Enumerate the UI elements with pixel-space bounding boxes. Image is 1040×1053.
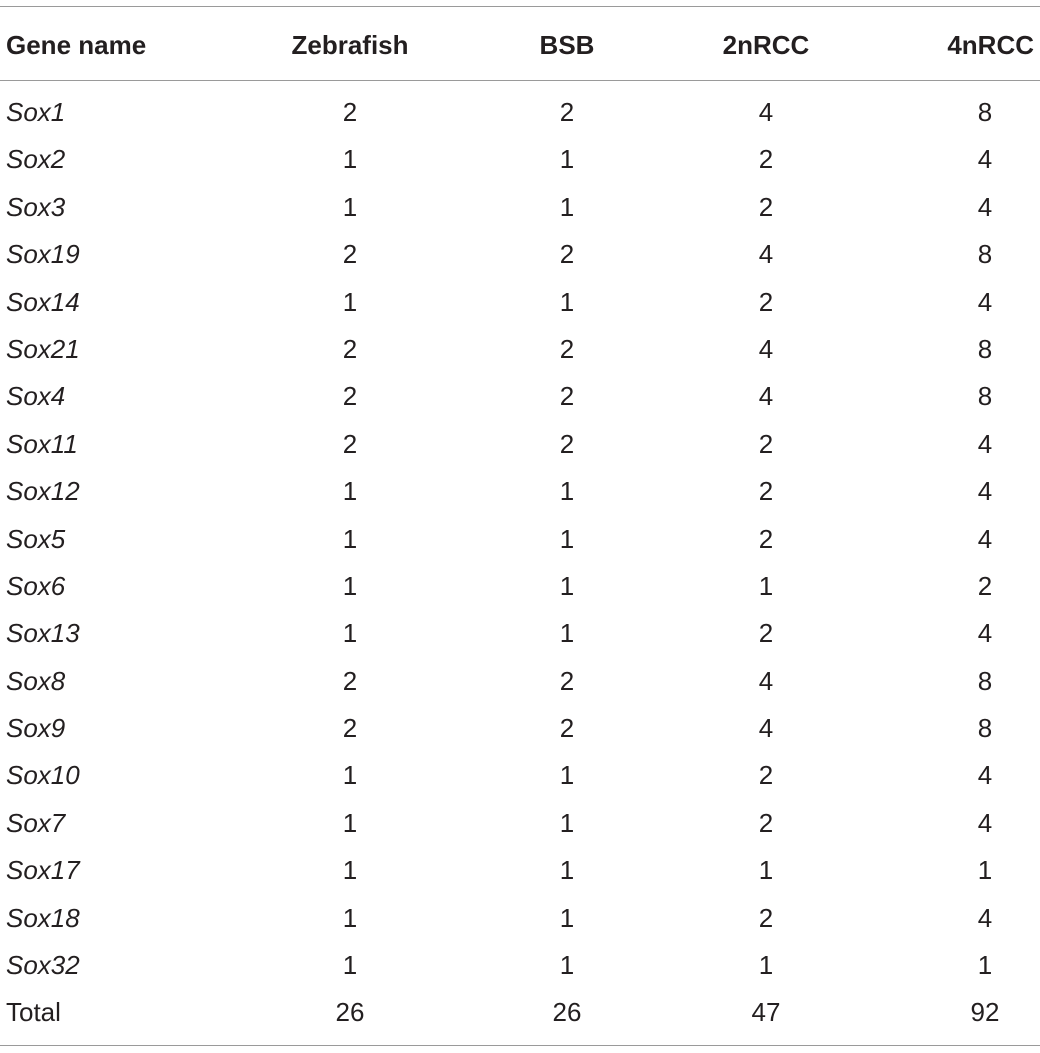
zebrafish-count-cell: 1 — [342, 855, 358, 886]
header-4nrcc: 4nRCC — [947, 30, 1034, 60]
4nrcc-count-cell: 8 — [977, 239, 993, 270]
gene-name-cell: Sox13 — [6, 618, 80, 649]
gene-name-cell: Sox7 — [6, 807, 66, 838]
gene-name-cell: Sox18 — [6, 902, 80, 933]
bsb-count-cell: 1 — [559, 618, 575, 649]
2nrcc-count-cell: 4 — [758, 239, 774, 270]
4nrcc-count-cell: 8 — [977, 665, 993, 696]
bsb-count-cell: 1 — [559, 286, 575, 317]
table-row — [0, 934, 1040, 981]
gene-name-cell: Sox11 — [6, 428, 78, 459]
table-row — [0, 365, 1040, 412]
4nrcc-count-cell: 4 — [977, 807, 993, 838]
gene-name-cell: Sox8 — [6, 665, 66, 696]
gene-name-cell: Sox4 — [6, 381, 66, 412]
bsb-count-cell: 1 — [559, 191, 575, 222]
4nrcc-count-cell: 4 — [977, 902, 993, 933]
table-row — [0, 792, 1040, 839]
bsb-count-cell: 1 — [559, 902, 575, 933]
bsb-count-cell: 1 — [559, 950, 575, 981]
table-row — [0, 602, 1040, 649]
bsb-count-cell: 2 — [559, 381, 575, 412]
bsb-count-cell: 2 — [559, 713, 575, 744]
table-header-row — [0, 6, 1040, 80]
4nrcc-count-cell: 4 — [977, 428, 993, 459]
bsb-count-cell: 2 — [559, 333, 575, 364]
4nrcc-count-cell: 4 — [977, 760, 993, 791]
4nrcc-count-cell: 4 — [977, 286, 993, 317]
4nrcc-count-cell: 8 — [977, 713, 993, 744]
gene-name-cell: Sox6 — [6, 570, 66, 601]
zebrafish-count-cell: 2 — [342, 333, 358, 364]
bsb-count-cell: 1 — [559, 144, 575, 175]
4nrcc-count-cell: 1 — [977, 855, 993, 886]
table-row — [0, 839, 1040, 886]
2nrcc-count-cell: 1 — [758, 855, 774, 886]
zebrafish-count-cell: 2 — [342, 97, 358, 127]
bsb-count-cell: 1 — [559, 570, 575, 601]
table-row — [0, 555, 1040, 602]
table-body — [0, 81, 1040, 1029]
4nrcc-count-cell: 8 — [977, 97, 993, 127]
gene-name-cell: Sox1 — [6, 97, 66, 127]
4nrcc-count-cell: 8 — [977, 333, 993, 364]
gene-name-cell: Total — [6, 997, 61, 1028]
4nrcc-count-cell: 4 — [977, 618, 993, 649]
gene-name-cell: Sox17 — [6, 855, 80, 886]
header-bsb: BSB — [539, 30, 595, 60]
bsb-count-cell: 26 — [552, 997, 582, 1028]
4nrcc-count-cell: 1 — [977, 950, 993, 981]
zebrafish-count-cell: 1 — [342, 191, 358, 222]
2nrcc-count-cell: 47 — [751, 997, 781, 1028]
bsb-count-cell: 1 — [559, 523, 575, 554]
zebrafish-count-cell: 1 — [342, 476, 358, 507]
4nrcc-count-cell: 2 — [977, 570, 993, 601]
table-row — [0, 508, 1040, 555]
table-row — [0, 81, 1040, 128]
zebrafish-count-cell: 2 — [342, 381, 358, 412]
2nrcc-count-cell: 2 — [758, 523, 774, 554]
2nrcc-count-cell: 2 — [758, 618, 774, 649]
table-row — [0, 128, 1040, 175]
bsb-count-cell: 2 — [559, 97, 575, 127]
gene-name-cell: Sox3 — [6, 191, 66, 222]
gene-name-cell: Sox32 — [6, 950, 80, 981]
table-total-row — [0, 981, 1040, 1028]
zebrafish-count-cell: 1 — [342, 760, 358, 791]
table-row — [0, 413, 1040, 460]
gene-name-cell: Sox2 — [6, 144, 66, 175]
4nrcc-count-cell: 4 — [977, 191, 993, 222]
2nrcc-count-cell: 2 — [758, 286, 774, 317]
4nrcc-count-cell: 4 — [977, 144, 993, 175]
header-zebrafish: Zebrafish — [291, 30, 409, 60]
table-row — [0, 887, 1040, 934]
table-row — [0, 271, 1040, 318]
2nrcc-count-cell: 4 — [758, 333, 774, 364]
zebrafish-count-cell: 1 — [342, 523, 358, 554]
2nrcc-count-cell: 4 — [758, 381, 774, 412]
table-bottom-rule — [0, 1045, 1040, 1046]
2nrcc-count-cell: 2 — [758, 191, 774, 222]
header-2nrcc: 2nRCC — [722, 30, 810, 60]
2nrcc-count-cell: 2 — [758, 902, 774, 933]
gene-name-cell: Sox14 — [6, 286, 80, 317]
bsb-count-cell: 1 — [559, 476, 575, 507]
2nrcc-count-cell: 2 — [758, 428, 774, 459]
2nrcc-count-cell: 2 — [758, 760, 774, 791]
2nrcc-count-cell: 2 — [758, 144, 774, 175]
2nrcc-count-cell: 4 — [758, 713, 774, 744]
zebrafish-count-cell: 1 — [342, 950, 358, 981]
zebrafish-count-cell: 1 — [342, 807, 358, 838]
gene-name-cell: Sox21 — [6, 333, 80, 364]
bsb-count-cell: 2 — [559, 428, 575, 459]
zebrafish-count-cell: 2 — [342, 239, 358, 270]
gene-name-cell: Sox12 — [6, 476, 80, 507]
2nrcc-count-cell: 1 — [758, 950, 774, 981]
gene-name-cell: Sox5 — [6, 523, 66, 554]
table-row — [0, 650, 1040, 697]
table-row — [0, 744, 1040, 791]
zebrafish-count-cell: 1 — [342, 618, 358, 649]
zebrafish-count-cell: 1 — [342, 144, 358, 175]
gene-name-cell: Sox19 — [6, 239, 80, 270]
table-row — [0, 697, 1040, 744]
zebrafish-count-cell: 1 — [342, 570, 358, 601]
zebrafish-count-cell: 26 — [335, 997, 365, 1028]
4nrcc-count-cell: 4 — [977, 476, 993, 507]
zebrafish-count-cell: 1 — [342, 902, 358, 933]
4nrcc-count-cell: 92 — [970, 997, 1000, 1028]
table-row — [0, 318, 1040, 365]
gene-name-cell: Sox10 — [6, 760, 80, 791]
4nrcc-count-cell: 8 — [977, 381, 993, 412]
2nrcc-count-cell: 2 — [758, 476, 774, 507]
zebrafish-count-cell: 1 — [342, 286, 358, 317]
2nrcc-count-cell: 4 — [758, 97, 774, 127]
gene-name-cell: Sox9 — [6, 713, 66, 744]
2nrcc-count-cell: 4 — [758, 665, 774, 696]
table-row — [0, 223, 1040, 270]
bsb-count-cell: 2 — [559, 239, 575, 270]
2nrcc-count-cell: 2 — [758, 807, 774, 838]
zebrafish-count-cell: 2 — [342, 713, 358, 744]
2nrcc-count-cell: 1 — [758, 570, 774, 601]
bsb-count-cell: 1 — [559, 855, 575, 886]
zebrafish-count-cell: 2 — [342, 428, 358, 459]
bsb-count-cell: 2 — [559, 665, 575, 696]
table-row — [0, 176, 1040, 223]
4nrcc-count-cell: 4 — [977, 523, 993, 554]
table-row — [0, 460, 1040, 507]
zebrafish-count-cell: 2 — [342, 665, 358, 696]
bsb-count-cell: 1 — [559, 760, 575, 791]
header-gene-name: Gene name — [6, 30, 147, 60]
bsb-count-cell: 1 — [559, 807, 575, 838]
